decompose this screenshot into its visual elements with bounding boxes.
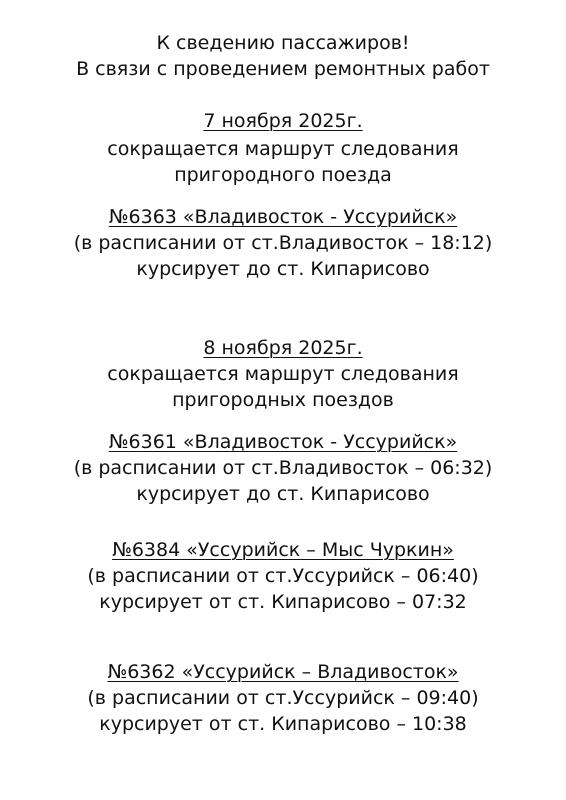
train-name-text: №6363 «Владивосток - Уссурийск» xyxy=(108,206,458,228)
train-schedule: (в расписании от ст.Владивосток – 06:32) xyxy=(73,457,493,479)
date-heading xyxy=(0,109,566,133)
train-name-text: №6361 «Владивосток - Уссурийск» xyxy=(108,431,458,453)
train-name xyxy=(0,205,566,229)
route-change-text: сокращается маршрут следования xyxy=(107,138,459,160)
train-name xyxy=(0,660,566,684)
train-name-text: №6362 «Уссурийск – Владивосток» xyxy=(107,661,459,683)
date-heading xyxy=(0,336,566,360)
train-change: курсирует от ст. Кипарисово – 10:38 xyxy=(99,713,467,735)
train-schedule: (в расписании от ст.Владивосток – 18:12) xyxy=(73,232,493,254)
train-type-text: пригородного поезда xyxy=(174,164,392,186)
date-text: 7 ноября 2025г. xyxy=(203,110,363,132)
train-change: курсирует от ст. Кипарисово – 07:32 xyxy=(99,591,467,613)
train-schedule: (в расписании от ст.Уссурийск – 06:40) xyxy=(87,565,479,587)
train-change: курсирует до ст. Кипарисово xyxy=(136,483,430,505)
train-name xyxy=(0,538,566,562)
train-change: курсирует до ст. Кипарисово xyxy=(136,258,430,280)
date-text: 8 ноября 2025г. xyxy=(203,337,363,359)
notice-heading: К сведению пассажиров! xyxy=(156,32,410,54)
notice-intro: В связи с проведением ремонтных работ xyxy=(76,58,490,80)
train-type-text: пригородных поездов xyxy=(172,389,394,411)
train-schedule: (в расписании от ст.Уссурийск – 09:40) xyxy=(87,687,479,709)
route-change-text: сокращается маршрут следования xyxy=(107,363,459,385)
train-name xyxy=(0,430,566,454)
train-name-text: №6384 «Уссурийск – Мыс Чуркин» xyxy=(112,539,454,561)
